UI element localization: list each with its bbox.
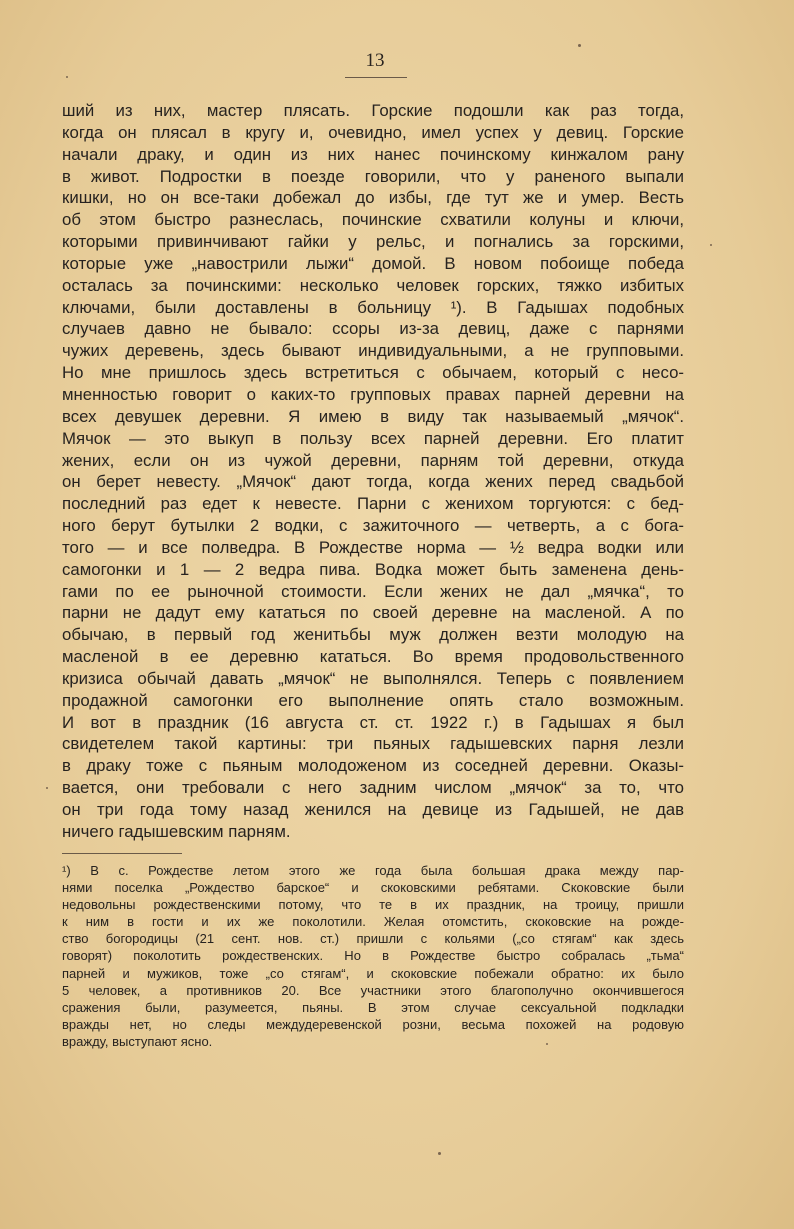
text-line: ключами, были доставлены в больницу ¹). В Гадышах подобных xyxy=(62,297,684,317)
text-line: гами по ее рыночной стоимости. Если жених не дал „мячка“, то xyxy=(62,581,684,601)
text-line: случаев давно не бывало: ссоры из-за девиц, даже с парнями xyxy=(62,319,684,339)
text-line: чужих деревень, здесь бывают индивидуальными, а не групповыми. xyxy=(62,341,684,361)
footnote-line: к ним в гости и их же поколотили. Желая отомстить, скоковские на рожде- xyxy=(62,914,684,930)
text-line: начали драку, и один из них нанес починскому кинжалом рану xyxy=(62,144,684,164)
text-line: того — и все полведра. В Рождестве норма — ½ ведра водки или xyxy=(62,537,684,557)
footnote-line: 5 человек, а противников 20. Все участники этого благополучно окончившегося xyxy=(62,982,684,998)
footnote-line: ство богородицы (21 сент. нов. ст.) пришли с кольями („со стягам“ как здесь xyxy=(62,931,684,947)
text-line: самогонки и 1 — 2 ведра пива. Водка может быть заменена день- xyxy=(62,559,684,579)
text-line: всех девушек деревни. Я имею в виду так называемый „мячок“. xyxy=(62,406,684,426)
footnote-line: парней и мужиков, тоже „со стягам“, и скоковские побежали обратно: их было xyxy=(62,965,684,981)
text-line: он берет невесту. „Мячок“ дают тогда, когда жених перед свадьбой xyxy=(62,472,684,492)
text-line: Мячок — это выкуп в пользу всех парней деревни. Его платит xyxy=(62,428,684,448)
text-line: продажной самогонки его выполнение опять стало возможным. xyxy=(62,690,684,710)
text-line: когда он плясал в кругу и, очевидно, имел успех у девиц. Горские xyxy=(62,122,684,142)
text-line: Но мне пришлось здесь встретиться с обычаем, который с несо- xyxy=(62,363,684,383)
text-line: вается, они требовали с него задним числом „мячок“ за то, что xyxy=(62,778,684,798)
paper-speck xyxy=(710,244,712,246)
text-line: ного берут бутылки 2 водки, с зажиточного — четверть, а с бога- xyxy=(62,516,684,536)
text-line: мненностью говорит о каких-то групповых правах парней деревни на xyxy=(62,384,684,404)
text-line: об этом быстро разнеслась, починские схватили колуны и ключи, xyxy=(62,210,684,230)
text-line: свидетелем такой картины: три пьяных гадышевских парня лезли xyxy=(62,734,684,754)
text-line: парни не дадут ему кататься по своей деревне на масленой. А по xyxy=(62,603,684,623)
text-line: которые уже „навострили лыжи“ домой. В новом побоище победа xyxy=(62,253,684,273)
footnote-line: сражения были, разумеется, пьяны. В этом случае сексуальной подкладки xyxy=(62,999,684,1015)
paper-speck xyxy=(546,1043,548,1045)
text-line: последний раз едет к невесте. Парни с женихом торгуются: с бед- xyxy=(62,494,684,514)
text-line: в драку тоже с пьяным молодоженом из соседней деревни. Оказы- xyxy=(62,756,684,776)
page-number: 13 xyxy=(365,50,385,71)
text-line: жених, если он из чужой деревни, парням той деревни, откуда xyxy=(62,450,684,470)
text-line: ший из них, мастер плясать. Горские подошли как раз тогда, xyxy=(62,101,684,120)
main-text xyxy=(62,100,684,843)
footnote-text xyxy=(62,862,684,1050)
paper-speck xyxy=(66,76,68,78)
text-line: которыми привинчивают гайки у рельс, и погнались за горскими, xyxy=(62,232,684,252)
text-line: кишки, но он все-таки добежал до избы, где тут же и умер. Весть xyxy=(62,188,684,208)
text-line: осталась за починскими: несколько человек горских, тяжко избитых xyxy=(62,275,684,295)
paper-speck xyxy=(46,787,48,789)
footnote-line: вражды нет, но следы междудеревенской розни, весьма похожей на родовую xyxy=(62,1016,684,1032)
text-line: кризиса обычай давать „мячок“ не выполнялся. Теперь с появлением xyxy=(62,668,684,688)
paper-speck xyxy=(578,44,581,47)
page-number-rule xyxy=(345,77,407,78)
footnote-line: недовольны рождественскими потому, что те в их праздник, на троицу, пришли xyxy=(62,897,684,913)
text-line: он три года тому назад женился на девице из Гадышей, не дав xyxy=(62,800,684,819)
text-line: ничего гадышевским парням. xyxy=(62,821,291,841)
footnote-line: вражду, выступают ясно. xyxy=(62,1033,213,1049)
text-line: И вот в праздник (16 августа ст. ст. 1922 г.) в Гадышах я был xyxy=(62,712,684,732)
footnote-line: говорят) поколотить рождественских. Но в Рождестве быстро собралась „тьма“ xyxy=(62,948,684,964)
text-line: в живот. Подростки в поезде говорили, что у раненого выпали xyxy=(62,166,684,186)
footnote-separator xyxy=(62,853,182,854)
footnote-line: нями поселка „Рождество барское“ и скоковскими ребятами. Скоковские были xyxy=(62,880,684,896)
text-line: масленой в ее деревню кататься. Во время продовольственного xyxy=(62,647,684,667)
text-line: обычаю, в первый год женитьбы муж должен везти молодую на xyxy=(62,625,684,645)
paper-speck xyxy=(438,1152,441,1155)
footnote-line: ¹) В с. Рождестве летом этого же года была большая драка между пар- xyxy=(62,863,684,878)
